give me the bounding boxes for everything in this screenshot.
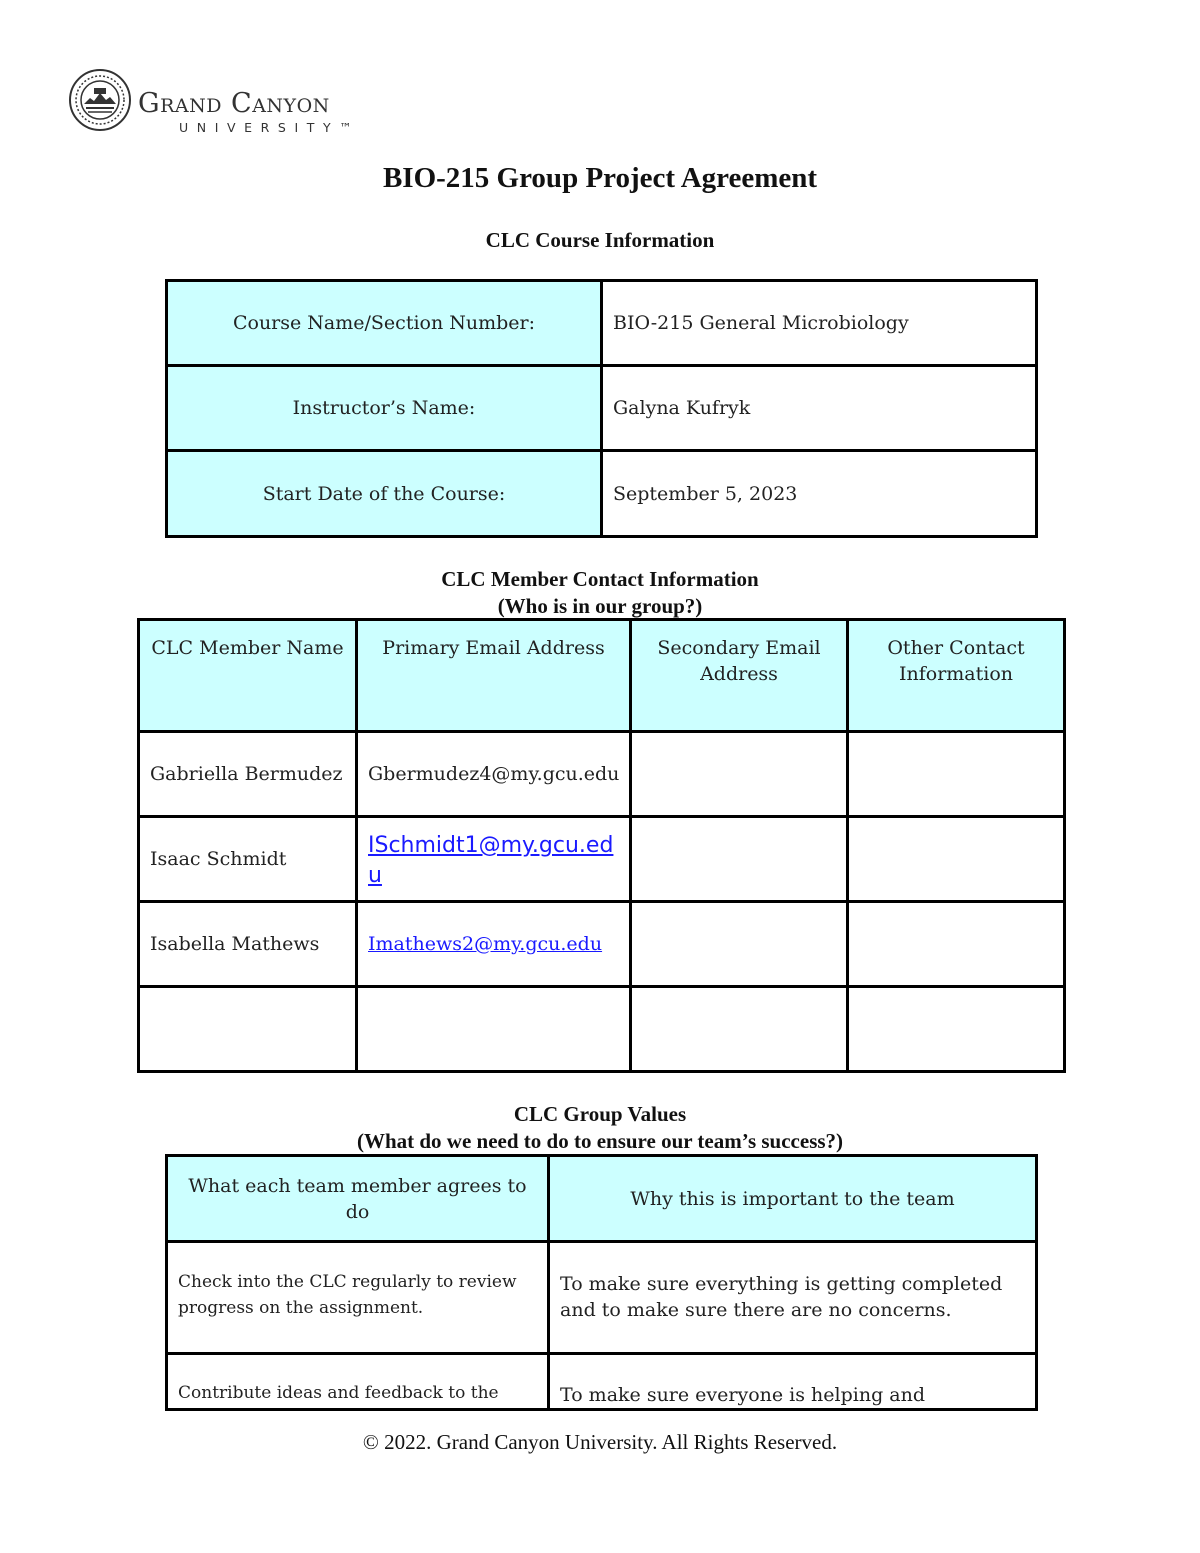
member-name: Isabella Mathews	[139, 902, 357, 987]
member-secondary-email	[631, 817, 848, 902]
column-header: CLC Member Name	[139, 620, 357, 732]
course-info-label: Start Date of the Course:	[167, 451, 602, 537]
column-header: Primary Email Address	[357, 620, 631, 732]
values-header-row	[167, 1156, 1037, 1242]
table-row	[139, 902, 1065, 987]
member-other-contact	[848, 902, 1065, 987]
members-subheading: (Who is in our group?)	[497, 594, 703, 618]
gcu-logo	[68, 68, 361, 135]
gcu-seal-icon	[68, 68, 132, 132]
copyright-footer: © 2022. Grand Canyon University. All Rights Reserved.	[362, 1430, 838, 1454]
member-name: Gabriella Bermudez	[139, 732, 357, 817]
course-info-label: Instructor’s Name:	[167, 366, 602, 451]
member-other-contact	[848, 732, 1065, 817]
member-other-contact	[848, 987, 1065, 1072]
member-secondary-email	[631, 732, 848, 817]
values-heading: CLC Group Values	[513, 1102, 687, 1126]
member-primary-email: Gbermudez4@my.gcu.edu	[357, 732, 631, 817]
course-info-value: Galyna Kufryk	[602, 366, 1037, 451]
table-row	[139, 987, 1065, 1072]
course-info-value: BIO-215 General Microbiology	[602, 281, 1037, 366]
member-primary-email-link[interactable]: ISchmidt1@my.gcu.edu	[368, 833, 614, 888]
course-info-row	[167, 366, 1037, 451]
values-table	[165, 1154, 1038, 1411]
members-header-row	[139, 620, 1065, 732]
course-info-row	[167, 281, 1037, 366]
member-secondary-email	[631, 987, 848, 1072]
member-primary-email-cell	[357, 817, 631, 902]
course-info-heading: CLC Course Information	[485, 228, 715, 252]
column-header: What each team member agrees to do	[167, 1156, 549, 1242]
value-reason: To make sure everything is getting completed and to make sure there are no concerns.	[549, 1242, 1037, 1354]
member-name	[139, 987, 357, 1072]
column-header: Secondary Email Address	[631, 620, 848, 732]
member-primary-email-cell	[357, 902, 631, 987]
table-row	[167, 1354, 1037, 1410]
value-agreement: Check into the CLC regularly to review progress on the assignment.	[167, 1242, 549, 1354]
column-header: Other Contact Information	[848, 620, 1065, 732]
table-row	[139, 817, 1065, 902]
members-heading: CLC Member Contact Information	[441, 567, 759, 591]
values-subheading: (What do we need to do to ensure our team’s success?)	[356, 1129, 844, 1153]
member-other-contact	[848, 817, 1065, 902]
value-reason: To make sure everyone is helping and	[549, 1354, 1037, 1410]
course-info-table	[165, 279, 1038, 538]
member-primary-email	[357, 987, 631, 1072]
course-info-row	[167, 451, 1037, 537]
member-primary-email-link[interactable]: Imathews2@my.gcu.edu	[368, 933, 603, 955]
course-info-label: Course Name/Section Number:	[167, 281, 602, 366]
table-row	[139, 732, 1065, 817]
member-secondary-email	[631, 902, 848, 987]
column-header: Why this is important to the team	[549, 1156, 1037, 1242]
table-row	[167, 1242, 1037, 1354]
logo-name: Grand Canyon	[138, 88, 330, 119]
value-agreement: Contribute ideas and feedback to the	[167, 1354, 549, 1410]
members-table	[137, 618, 1066, 1073]
logo-university: UNIVERSITY™	[179, 120, 361, 135]
page-title: BIO-215 Group Project Agreement	[382, 162, 818, 194]
course-info-value: September 5, 2023	[602, 451, 1037, 537]
member-name: Isaac Schmidt	[139, 817, 357, 902]
